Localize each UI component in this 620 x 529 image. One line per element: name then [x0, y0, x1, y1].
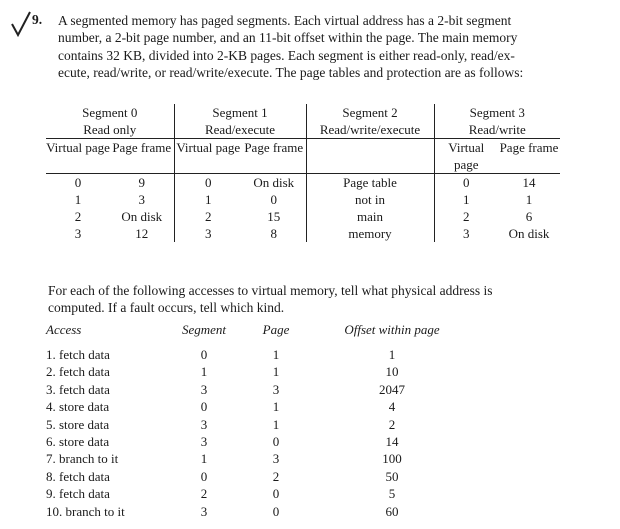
seg0-col-frame: Page frame — [110, 139, 174, 174]
checkmark-icon — [10, 10, 32, 38]
table-cell: 3 — [205, 226, 212, 241]
table-cell: 1 — [205, 192, 212, 207]
access-access-cell: 3. fetch data — [46, 381, 110, 397]
table-cell: 0 — [242, 191, 306, 208]
problem-intro — [58, 12, 523, 82]
access-segment-cell: 3 — [200, 434, 208, 450]
access-segment-cell: 3 — [200, 381, 208, 397]
access-access-cell: 6. store data — [46, 434, 110, 450]
access-page-cell: 0 — [272, 434, 280, 450]
access-access-cell: 2. fetch data — [46, 364, 110, 380]
seg2-note-line: main — [306, 208, 434, 225]
access-row — [46, 416, 466, 433]
table-cell: 1 — [463, 192, 470, 207]
page-header: Page — [262, 322, 290, 337]
access-segment-cell: 3 — [200, 503, 208, 519]
access-page-cell: 0 — [272, 486, 280, 502]
access-segment-cell: 0 — [200, 399, 208, 415]
seg1-col-virtual: Virtual page — [176, 140, 241, 155]
seg2-note-line: not in — [306, 191, 434, 208]
segment-table — [46, 104, 560, 242]
access-page-cell: 2 — [272, 468, 280, 484]
access-offset-cell: 4 — [388, 399, 396, 415]
access-row — [46, 381, 466, 398]
access-access-cell: 1. fetch data — [46, 347, 110, 362]
offset-header: Offset within page — [344, 322, 440, 337]
problem-number: 9. — [32, 12, 43, 27]
table-cell: 1 — [74, 192, 82, 207]
segment-3-title: Segment 3 — [469, 105, 525, 120]
table-cell: 2 — [463, 209, 470, 224]
access-row — [46, 346, 466, 363]
access-segment-cell: 0 — [200, 347, 208, 362]
segment-2-protection: Read/write/execute — [306, 121, 434, 139]
access-row — [46, 363, 466, 380]
seg1-col-frame: Page frame — [242, 139, 306, 174]
table-cell: 1 — [525, 192, 533, 207]
intro-line: number, a 2-bit page number, and an 11-bit offset within the page. The main memory — [58, 30, 518, 46]
segment-2-title: Segment 2 — [306, 104, 434, 121]
table-cell: 15 — [242, 208, 306, 225]
segment-header: Segment — [181, 322, 227, 337]
seg2-col-empty — [306, 139, 434, 174]
table-cell: On disk — [110, 208, 174, 225]
table-cell: 3 — [110, 191, 174, 208]
access-page-cell: 3 — [272, 451, 280, 467]
access-access-cell: 10. branch to it — [46, 503, 125, 519]
access-page-cell: 1 — [272, 347, 280, 362]
access-page-cell: 0 — [272, 503, 280, 519]
seg2-note-line: Page table — [306, 174, 434, 192]
seg2-note-line: memory — [306, 225, 434, 242]
access-table — [46, 322, 466, 520]
table-cell: 9 — [110, 174, 174, 192]
access-access-cell: 8. fetch data — [46, 468, 110, 484]
question-line: computed. If a fault occurs, tell which kind. — [48, 300, 285, 316]
access-access-cell: 7. branch to it — [46, 451, 119, 467]
seg3-col-frame: Page frame — [499, 140, 559, 155]
access-offset-cell: 60 — [385, 503, 399, 519]
access-row — [46, 503, 466, 520]
access-row — [46, 398, 466, 415]
table-cell: 8 — [242, 225, 306, 242]
access-header-row — [46, 322, 466, 346]
access-segment-cell: 3 — [200, 416, 208, 432]
table-cell: 12 — [110, 225, 174, 242]
access-row — [46, 433, 466, 450]
access-offset-cell: 2 — [388, 416, 396, 432]
seg3-col-virtual: Virtual page — [448, 140, 485, 172]
table-cell: 0 — [74, 175, 82, 190]
access-page-cell: 1 — [272, 399, 280, 415]
access-segment-cell: 1 — [200, 451, 208, 467]
access-segment-cell: 0 — [200, 468, 208, 484]
access-page-cell: 1 — [272, 364, 280, 380]
segment-0-title: Segment 0 — [46, 104, 174, 121]
table-cell: 3 — [74, 226, 82, 241]
intro-line: contains 32 KB, divided into 2-KB pages. Each segment is either read-only, read/ex- — [58, 47, 515, 63]
access-header: Access — [46, 322, 82, 337]
access-offset-cell: 100 — [382, 451, 402, 467]
access-offset-cell: 1 — [388, 347, 396, 362]
access-row — [46, 485, 466, 502]
access-offset-cell: 5 — [388, 486, 396, 502]
access-page-cell: 3 — [272, 381, 280, 397]
access-offset-cell: 14 — [385, 434, 399, 450]
access-segment-cell: 1 — [200, 364, 208, 380]
intro-line: ecute, read/write, or read/write/execute. The page tables and protection are as follows: — [58, 65, 524, 81]
access-offset-cell: 50 — [385, 468, 399, 484]
table-cell: 3 — [463, 226, 470, 241]
access-row — [46, 468, 466, 485]
table-cell: 0 — [463, 175, 470, 190]
access-access-cell: 4. store data — [46, 399, 110, 415]
access-segment-cell: 2 — [200, 486, 208, 502]
table-cell: On disk — [508, 226, 550, 241]
table-cell: On disk — [242, 174, 306, 192]
access-row — [46, 450, 466, 467]
table-cell: 2 — [205, 209, 212, 224]
table-cell: 0 — [205, 175, 212, 190]
segment-0-protection: Read only — [46, 121, 174, 139]
access-offset-cell: 10 — [385, 364, 399, 380]
seg0-col-virtual: Virtual page — [46, 140, 110, 155]
segment-1-protection: Read/execute — [174, 121, 306, 139]
access-offset-cell: 2047 — [379, 381, 405, 397]
segment-1-title: Segment 1 — [174, 104, 306, 121]
table-cell: 2 — [74, 209, 82, 224]
access-page-cell: 1 — [272, 416, 280, 432]
question-text — [48, 282, 493, 317]
access-access-cell: 5. store data — [46, 416, 110, 432]
question-line: For each of the following accesses to virtual memory, tell what physical address is — [48, 283, 493, 298]
table-cell: 14 — [522, 175, 536, 190]
table-cell: 6 — [525, 209, 533, 224]
access-access-cell: 9. fetch data — [46, 486, 110, 502]
intro-line: A segmented memory has paged segments. Each virtual address has a 2-bit segment — [58, 13, 512, 28]
segment-3-protection: Read/write — [468, 122, 526, 137]
